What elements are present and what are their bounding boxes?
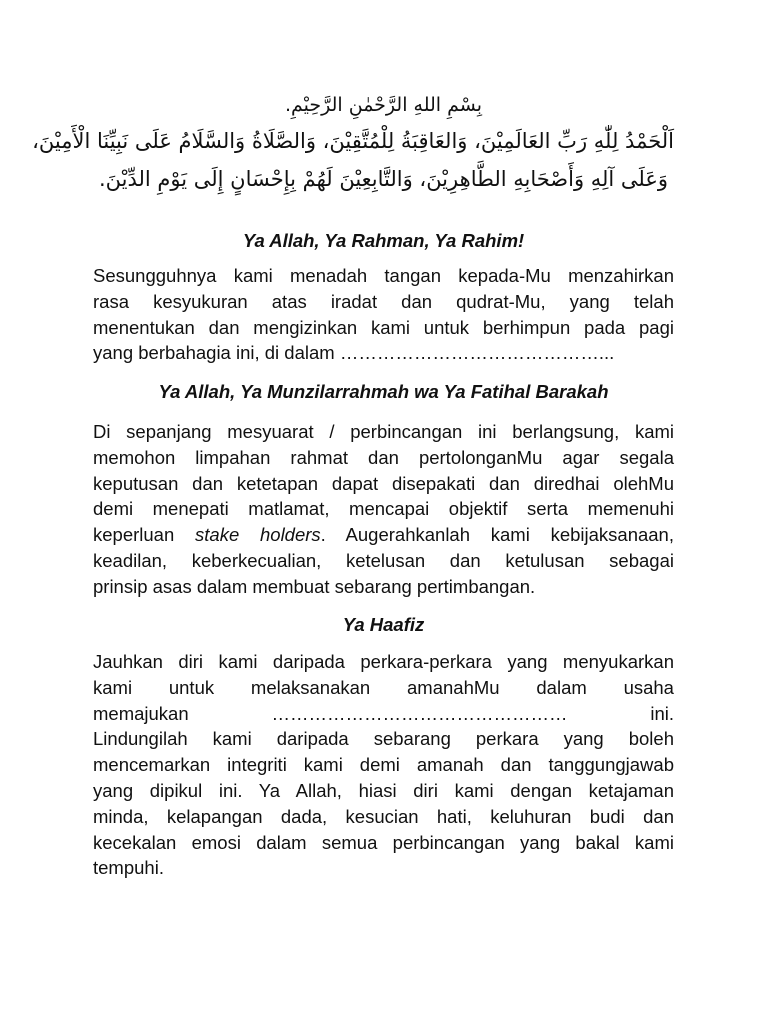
word: melaksanakan bbox=[250, 676, 371, 698]
paragraph-line: yang dipikul ini. Ya Allah, hiasi diri kami dengan ketajaman bbox=[93, 779, 674, 801]
document-page bbox=[32, 0, 674, 1024]
word: ini. bbox=[650, 702, 674, 724]
arabic-line-3: وَعَلَى آلِهِ وَأَصْحَابِهِ الطَّاهِرِيْنَ، وَالتَّابِعِيْنَ لَهُمْ بِإِحْسَانٍ إِلَى يَوْمِ الدِّيْنَ. bbox=[98, 167, 669, 191]
word: usaha bbox=[623, 676, 674, 698]
text-segment: keperluan bbox=[93, 524, 196, 546]
paragraph-line: prinsip asas dalam membuat sebarang pertimbangan. bbox=[93, 575, 536, 597]
paragraph-line-spaced bbox=[93, 675, 674, 701]
arabic-opening-prayer bbox=[32, 88, 674, 198]
paragraph-line: kecekalan emosi dalam semua perbincangan yang bakal kami bbox=[93, 831, 674, 853]
paragraph-line-stakeholders bbox=[93, 522, 674, 548]
paragraph-line: rasa kesyukuran atas iradat dan qudrat-Mu, yang telah bbox=[93, 290, 674, 312]
paragraph-3 bbox=[93, 649, 674, 881]
paragraph-line: menentukan dan mengizinkan kami untuk berhimpun pada pagi bbox=[93, 316, 674, 338]
paragraph-line: demi menepati matlamat, mencapai objektif serta memenuhi bbox=[93, 498, 674, 520]
word: amanahMu bbox=[407, 676, 500, 698]
paragraph-2 bbox=[93, 419, 674, 600]
paragraph-line: Lindungilah kami daripada sebarang perkara yang boleh bbox=[93, 728, 674, 750]
paragraph-line: minda, kelapangan dada, kesucian hati, keluhuran budi dan bbox=[93, 805, 674, 827]
word: kami bbox=[93, 676, 133, 698]
stake-holders-italic: stake holders bbox=[195, 524, 321, 546]
word: untuk bbox=[168, 676, 215, 698]
word: dalam bbox=[536, 676, 587, 698]
heading-munzilarrahmah: Ya Allah, Ya Munzilarrahmah wa Ya Fatihal Barakah bbox=[158, 381, 609, 402]
paragraph-line: Di sepanjang mesyuarat / perbincangan ini berlangsung, kami bbox=[93, 421, 674, 442]
heading-ya-haafiz: Ya Haafiz bbox=[342, 614, 425, 635]
paragraph-line: yang berbahagia ini, di dalam ……………………………………... bbox=[93, 342, 615, 364]
paragraph-line: keadilan, keberkecualian, ketelusan dan ketulusan sebagai bbox=[93, 549, 674, 571]
paragraph-line: Sesungguhnya kami menadah tangan kepada-Mu menzahirkan bbox=[93, 265, 674, 286]
paragraph-line: mencemarkan integriti kami demi amanah dan tanggungjawab bbox=[93, 754, 674, 776]
paragraph-1 bbox=[93, 263, 674, 366]
heading-ya-allah-ya-rahman: Ya Allah, Ya Rahman, Ya Rahim! bbox=[242, 230, 525, 251]
dotted-placeholder: ………………………………………… bbox=[271, 702, 568, 724]
paragraph-line: Jauhkan diri kami daripada perkara-perkara yang menyukarkan bbox=[93, 651, 674, 672]
arabic-line-2: اَلْحَمْدُ لِلّٰهِ رَبِّ العَالَمِيْنَ، وَالعَاقِبَةُ لِلْمُتَّقِيْنَ، وَالصَّلَاةُ وَالسَّلَامُ عَلَى نَبِيِّنَا الْأَمِيْنَ، bbox=[32, 129, 674, 153]
paragraph-line-dotted bbox=[93, 701, 674, 727]
paragraph-line: keputusan dan ketetapan dapat disepakati dan diredhai olehMu bbox=[93, 472, 674, 494]
paragraph-line: tempuhi. bbox=[93, 857, 164, 879]
paragraph-line: memohon limpahan rahmat dan pertolonganMu agar segala bbox=[93, 446, 674, 468]
word: memajukan bbox=[93, 702, 189, 724]
text-segment: . Augerahkanlah kami kebijaksanaan, bbox=[320, 524, 674, 546]
arabic-basmalah: بِسْمِ اللهِ الرَّحْمٰنِ الرَّحِيْمِ. bbox=[284, 94, 482, 116]
